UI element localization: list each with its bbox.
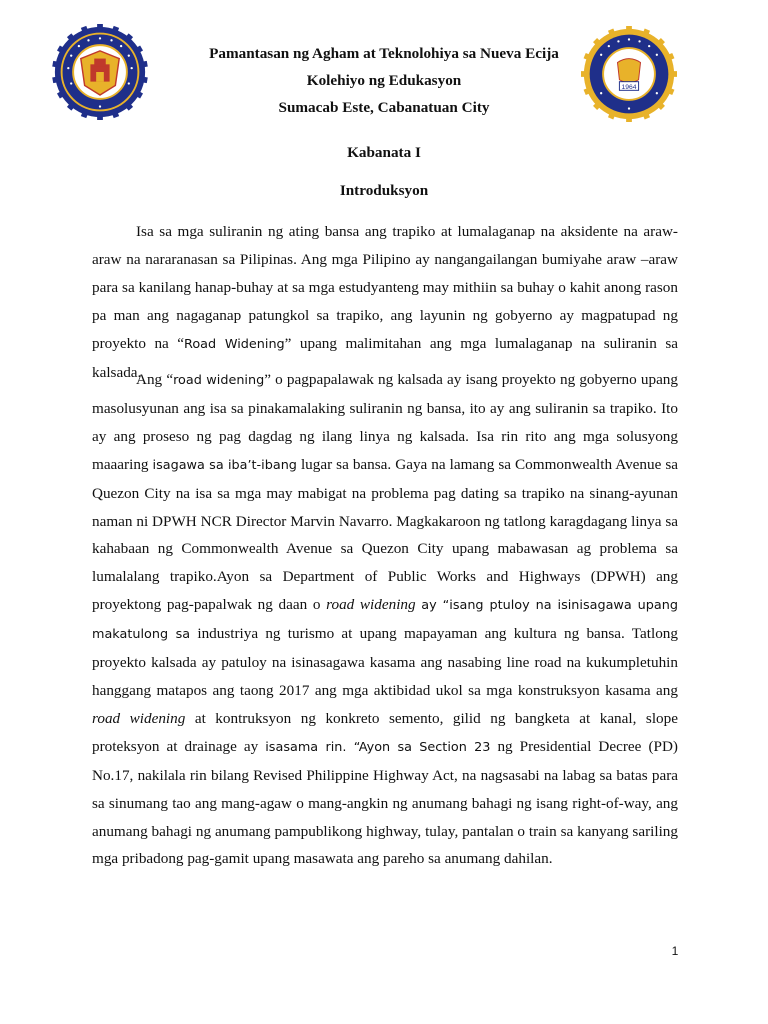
page-number: 1 — [671, 944, 679, 958]
p2-s3: ” o pagpapalawak ng kalsada ay isang proyekto ng gobyerno upang masolusyunan ang isa sa pinakamalaking suliranin ng bansa, ito ay ang suliranin sa trapiko. Ito ay ang proseso ng pag dagdag ng ilang linya ng kalsada. Isa rin rito ang mga solusyong maaaring — [92, 371, 678, 473]
paragraph-1-tail: ” upang malimitahan ang mga lumalaganap na suliranin sa kalsada. — [92, 334, 678, 381]
p2-s13: ng Presidential Decree (PD) No.17, nakilala rin bilang Revised Philippine Highway Act, na nagsasabi na labag sa batas para sa sinumang tao ang mang-agaw o mang-angkin ng anumang bahagi ng isang right-of-way, ang anumang bahagi ng anumang pampublikong highway, tulay, pantalan o train sa kanyang sariling mga pribadong pag-gamit upang masawata ang pareho sa anumang dahilan. — [92, 737, 678, 868]
section-title: Introduksyon — [339, 182, 429, 199]
paragraph-1 — [92, 218, 678, 386]
college-address: Sumacab Este, Cabanatuan City — [278, 99, 490, 116]
p2-s9: industriya ng turismo at upang mapayaman ang kultura ng bansa. Tatlong proyekto kalsada ay patuloy na isinasagawa kasama ang nasabing line road na kukumpletuhin hanggang matapos ang taong 2017 ang mga aktibidad ukol sa mga konstruksyon kasama ang — [92, 625, 678, 699]
p2-s12: isasama rin. “Ayon sa Section 23 — [265, 739, 491, 755]
paragraph-1-text: Isa sa mga suliranin ng ating bansa ang trapiko at lumalaganap na aksidente na araw-araw na nararanasan sa Pilipinas. Ang mga Pilipino ay nangangailangan bumiyahe araw –araw para sa kanilang hanap-buhay at sa mga estudyanteng may mithiin sa buhay o kahit anong rason pa man ang nagaganap patungkol sa trapiko, ang layunin ng gobyerno ay magpatupad ng proyekto na “ — [92, 223, 678, 352]
p2-s6: road widening — [326, 596, 416, 614]
p2-s10: road widening — [92, 709, 186, 727]
document-header — [0, 40, 768, 121]
p2-s1: Ang “ — [136, 371, 174, 388]
paragraph-1-quoted: Road Widening — [184, 336, 285, 352]
p2-s11: at kontruksyon ng konkreto semento, gilid ng bangketa at kanal, slope proteksyon at drainage ay — [92, 709, 678, 755]
seal-year-text: 1964 — [621, 83, 637, 91]
university-name: Pamantasan ng Agham at Teknolohiya sa Nueva Ecija — [209, 45, 559, 62]
p2-s5: lugar sa bansa. Gaya na lamang sa Commonwealth Avenue sa Quezon City na isa sa mga may mabigat na problema pag dating sa trapiko na sinang-ayunan naman ni DPWH NCR Director Marvin Navarro. Magkakaroon ng tatlong karagdagang linya sa kahabaan ng Commonwealth Avenue sa Quezon City upang mabawasan ag problema sa lumalalang trapiko.Ayon sa Department of Public Works and Highways (DPWH) ang proyektong pag-papalwak ng daan o — [92, 455, 678, 614]
p2-s2: road widening — [173, 373, 265, 388]
paragraph-2 — [92, 366, 678, 873]
p2-s8: ay “isang ptuloy na isinisagawa upang makatulong sa — [92, 598, 678, 643]
college-name: Kolehiyo ng Edukasyon — [306, 72, 462, 89]
p2-s4: isagawa sa iba’t-ibang — [152, 457, 297, 473]
chapter-heading: Kabanata I — [347, 144, 421, 161]
